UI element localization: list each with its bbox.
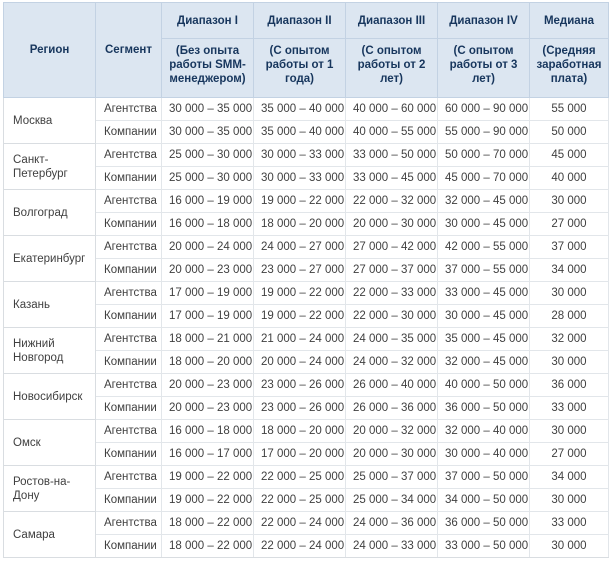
table-row: [4, 420, 609, 443]
cell-range-2: 23 000 – 26 000: [254, 397, 346, 420]
cell-range-1: 20 000 – 23 000: [162, 374, 254, 397]
cell-range-4: 36 000 – 50 000: [438, 397, 530, 420]
cell-range-3: 24 000 – 36 000: [346, 512, 438, 535]
salary-table: [3, 2, 609, 558]
cell-segment: Агентства: [96, 466, 162, 489]
cell-range-2: 21 000 – 24 000: [254, 328, 346, 351]
cell-range-1: 19 000 – 22 000: [162, 466, 254, 489]
cell-range-1: 20 000 – 23 000: [162, 397, 254, 420]
cell-range-1: 18 000 – 20 000: [162, 351, 254, 374]
cell-range-2: 30 000 – 33 000: [254, 144, 346, 167]
cell-segment: Компании: [96, 351, 162, 374]
table-row: [4, 512, 609, 535]
cell-median: 30 000: [530, 351, 609, 374]
cell-range-2: 18 000 – 20 000: [254, 420, 346, 443]
column-subheader-range-4: (С опытом работы от 3 лет): [438, 39, 530, 98]
cell-region: Санкт-Петербург: [4, 144, 96, 190]
cell-segment: Агентства: [96, 374, 162, 397]
cell-region: Ростов-на-Дону: [4, 466, 96, 512]
cell-segment: Компании: [96, 167, 162, 190]
cell-range-2: 19 000 – 22 000: [254, 305, 346, 328]
cell-range-4: 36 000 – 50 000: [438, 512, 530, 535]
cell-range-3: 22 000 – 30 000: [346, 305, 438, 328]
table-header: [4, 3, 609, 98]
cell-range-1: 18 000 – 21 000: [162, 328, 254, 351]
table-row: [4, 144, 609, 167]
cell-range-3: 24 000 – 33 000: [346, 535, 438, 558]
cell-median: 50 000: [530, 121, 609, 144]
cell-range-4: 34 000 – 50 000: [438, 489, 530, 512]
cell-segment: Компании: [96, 121, 162, 144]
cell-range-4: 37 000 – 55 000: [438, 259, 530, 282]
cell-range-3: 20 000 – 30 000: [346, 213, 438, 236]
cell-range-2: 30 000 – 33 000: [254, 167, 346, 190]
cell-range-3: 40 000 – 55 000: [346, 121, 438, 144]
cell-range-1: 25 000 – 30 000: [162, 144, 254, 167]
cell-range-3: 22 000 – 32 000: [346, 190, 438, 213]
cell-segment: Компании: [96, 213, 162, 236]
cell-range-2: 22 000 – 24 000: [254, 535, 346, 558]
cell-segment: Агентства: [96, 144, 162, 167]
cell-segment: Компании: [96, 397, 162, 420]
cell-range-2: 19 000 – 22 000: [254, 282, 346, 305]
cell-range-2: 22 000 – 24 000: [254, 512, 346, 535]
cell-range-2: 23 000 – 26 000: [254, 374, 346, 397]
column-subheader-range-2: (С опытом работы от 1 года): [254, 39, 346, 98]
cell-range-3: 33 000 – 45 000: [346, 167, 438, 190]
cell-median: 30 000: [530, 420, 609, 443]
column-header-median: Медиана: [530, 3, 609, 39]
cell-segment: Агентства: [96, 328, 162, 351]
cell-range-2: 18 000 – 20 000: [254, 213, 346, 236]
table-row: [4, 98, 609, 121]
column-header-segment: Сегмент: [96, 3, 162, 98]
cell-range-1: 16 000 – 18 000: [162, 420, 254, 443]
cell-region: Новосибирск: [4, 374, 96, 420]
cell-range-4: 37 000 – 50 000: [438, 466, 530, 489]
cell-range-4: 50 000 – 70 000: [438, 144, 530, 167]
cell-range-1: 17 000 – 19 000: [162, 305, 254, 328]
cell-median: 36 000: [530, 374, 609, 397]
cell-range-2: 20 000 – 24 000: [254, 351, 346, 374]
column-header-range-2: Диапазон II: [254, 3, 346, 39]
cell-segment: Компании: [96, 443, 162, 466]
cell-range-3: 26 000 – 36 000: [346, 397, 438, 420]
column-header-range-4: Диапазон IV: [438, 3, 530, 39]
table-body: [4, 98, 609, 558]
cell-median: 40 000: [530, 167, 609, 190]
cell-median: 34 000: [530, 466, 609, 489]
cell-range-2: 35 000 – 40 000: [254, 121, 346, 144]
cell-median: 30 000: [530, 489, 609, 512]
cell-range-4: 45 000 – 70 000: [438, 167, 530, 190]
cell-range-1: 18 000 – 22 000: [162, 535, 254, 558]
cell-range-2: 35 000 – 40 000: [254, 98, 346, 121]
cell-range-4: 30 000 – 45 000: [438, 305, 530, 328]
cell-range-3: 20 000 – 32 000: [346, 420, 438, 443]
cell-range-3: 26 000 – 40 000: [346, 374, 438, 397]
header-row-main: [4, 3, 609, 39]
cell-range-3: 27 000 – 37 000: [346, 259, 438, 282]
table-row: [4, 236, 609, 259]
cell-region: Самара: [4, 512, 96, 558]
cell-segment: Компании: [96, 489, 162, 512]
table-row: [4, 190, 609, 213]
cell-range-3: 24 000 – 32 000: [346, 351, 438, 374]
cell-median: 30 000: [530, 535, 609, 558]
cell-range-1: 18 000 – 22 000: [162, 512, 254, 535]
cell-median: 34 000: [530, 259, 609, 282]
cell-range-3: 22 000 – 33 000: [346, 282, 438, 305]
cell-segment: Агентства: [96, 512, 162, 535]
cell-range-4: 40 000 – 50 000: [438, 374, 530, 397]
cell-range-1: 30 000 – 35 000: [162, 121, 254, 144]
cell-median: 28 000: [530, 305, 609, 328]
cell-range-3: 40 000 – 60 000: [346, 98, 438, 121]
cell-segment: Агентства: [96, 282, 162, 305]
cell-median: 33 000: [530, 512, 609, 535]
cell-segment: Компании: [96, 305, 162, 328]
table-row: [4, 374, 609, 397]
cell-range-4: 30 000 – 45 000: [438, 213, 530, 236]
cell-range-1: 16 000 – 17 000: [162, 443, 254, 466]
column-header-region: Регион: [4, 3, 96, 98]
column-subheader-range-3: (С опытом работы от 2 лет): [346, 39, 438, 98]
cell-range-4: 35 000 – 45 000: [438, 328, 530, 351]
cell-range-4: 33 000 – 50 000: [438, 535, 530, 558]
cell-range-2: 24 000 – 27 000: [254, 236, 346, 259]
cell-segment: Компании: [96, 535, 162, 558]
cell-range-3: 27 000 – 42 000: [346, 236, 438, 259]
cell-range-4: 32 000 – 40 000: [438, 420, 530, 443]
cell-median: 27 000: [530, 213, 609, 236]
cell-range-3: 25 000 – 37 000: [346, 466, 438, 489]
column-subheader-range-1: (Без опыта работы SMM-менеджером): [162, 39, 254, 98]
cell-median: 55 000: [530, 98, 609, 121]
cell-range-3: 24 000 – 35 000: [346, 328, 438, 351]
cell-range-2: 22 000 – 25 000: [254, 466, 346, 489]
cell-range-2: 17 000 – 20 000: [254, 443, 346, 466]
cell-median: 37 000: [530, 236, 609, 259]
cell-segment: Агентства: [96, 98, 162, 121]
cell-range-1: 30 000 – 35 000: [162, 98, 254, 121]
cell-region: Екатеринбург: [4, 236, 96, 282]
cell-range-3: 20 000 – 30 000: [346, 443, 438, 466]
column-header-range-3: Диапазон III: [346, 3, 438, 39]
cell-region: Нижний Новгород: [4, 328, 96, 374]
cell-region: Москва: [4, 98, 96, 144]
cell-range-1: 20 000 – 24 000: [162, 236, 254, 259]
cell-range-1: 16 000 – 19 000: [162, 190, 254, 213]
cell-segment: Агентства: [96, 236, 162, 259]
cell-range-1: 16 000 – 18 000: [162, 213, 254, 236]
cell-range-4: 42 000 – 55 000: [438, 236, 530, 259]
cell-segment: Агентства: [96, 190, 162, 213]
cell-range-4: 60 000 – 90 000: [438, 98, 530, 121]
column-subheader-median: (Средняя заработная плата): [530, 39, 609, 98]
cell-median: 27 000: [530, 443, 609, 466]
cell-range-1: 17 000 – 19 000: [162, 282, 254, 305]
cell-median: 32 000: [530, 328, 609, 351]
cell-region: Омск: [4, 420, 96, 466]
cell-region: Казань: [4, 282, 96, 328]
cell-range-1: 19 000 – 22 000: [162, 489, 254, 512]
cell-region: Волгоград: [4, 190, 96, 236]
table-row: [4, 282, 609, 305]
cell-range-1: 25 000 – 30 000: [162, 167, 254, 190]
table-row: [4, 328, 609, 351]
cell-median: 33 000: [530, 397, 609, 420]
cell-range-4: 32 000 – 45 000: [438, 351, 530, 374]
cell-range-4: 33 000 – 45 000: [438, 282, 530, 305]
cell-median: 30 000: [530, 190, 609, 213]
cell-range-2: 22 000 – 25 000: [254, 489, 346, 512]
cell-range-2: 19 000 – 22 000: [254, 190, 346, 213]
cell-segment: Компании: [96, 259, 162, 282]
table-row: [4, 466, 609, 489]
cell-range-2: 23 000 – 27 000: [254, 259, 346, 282]
cell-median: 30 000: [530, 282, 609, 305]
cell-range-3: 33 000 – 50 000: [346, 144, 438, 167]
cell-median: 45 000: [530, 144, 609, 167]
cell-segment: Агентства: [96, 420, 162, 443]
column-header-range-1: Диапазон I: [162, 3, 254, 39]
cell-range-3: 25 000 – 34 000: [346, 489, 438, 512]
cell-range-4: 55 000 – 90 000: [438, 121, 530, 144]
cell-range-4: 32 000 – 45 000: [438, 190, 530, 213]
cell-range-1: 20 000 – 23 000: [162, 259, 254, 282]
cell-range-4: 30 000 – 40 000: [438, 443, 530, 466]
